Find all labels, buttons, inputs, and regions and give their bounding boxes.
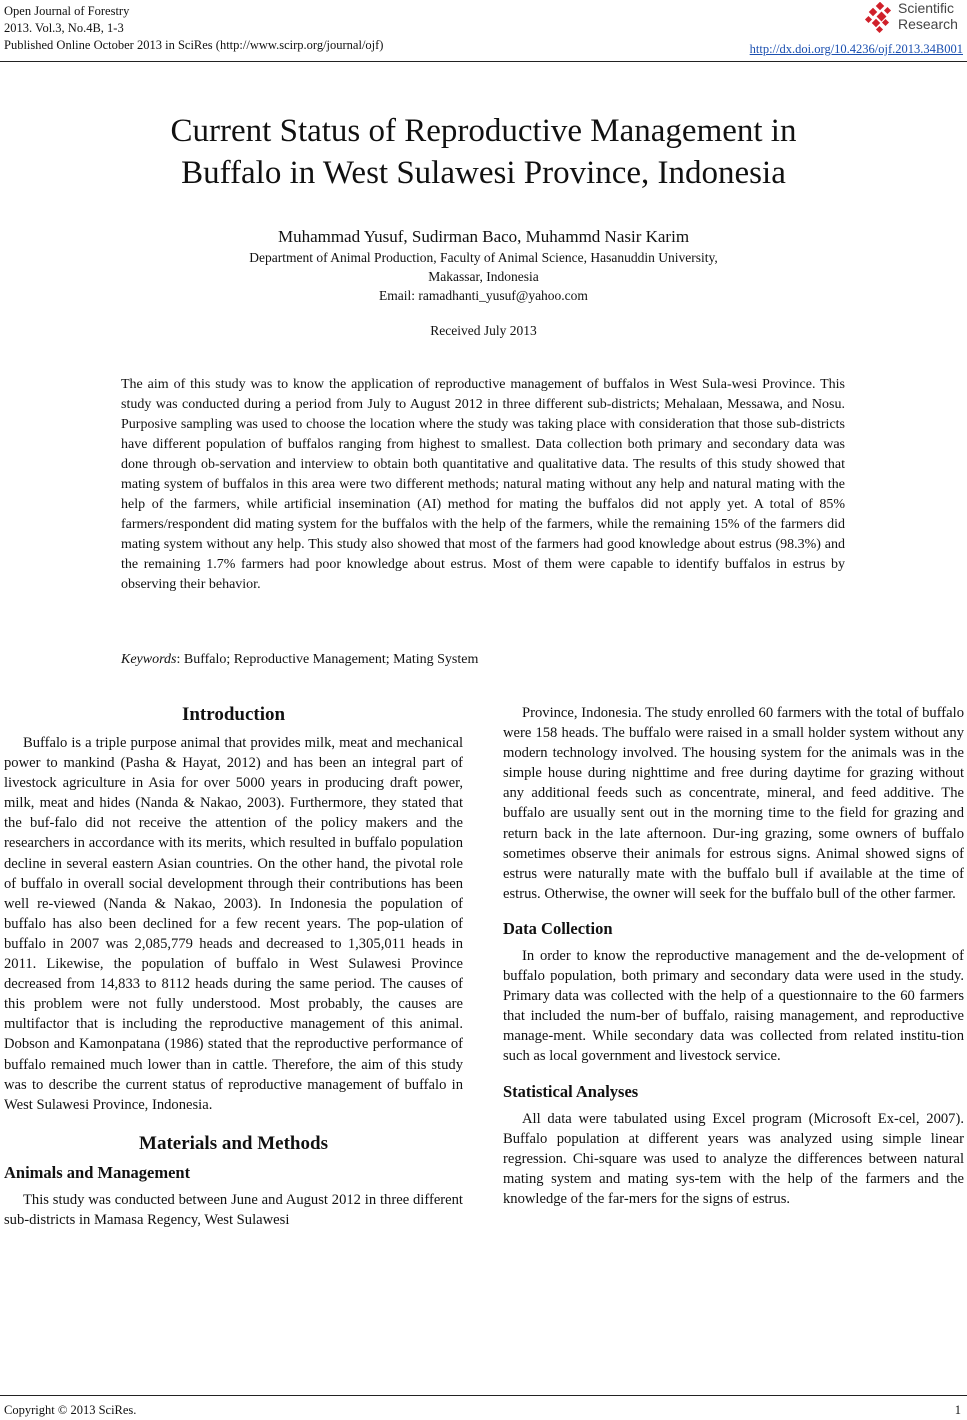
keywords-label: Keywords: [121, 652, 177, 667]
author-list: Muhammad Yusuf, Sudirman Baco, Muhammd Nasir Karim: [277, 227, 690, 246]
statistical-analyses-heading: Statistical Analyses: [503, 1081, 639, 1101]
publication-info: Published Online October 2013 in SciRes (http://www.scirp.org/journal/ojf): [4, 38, 384, 52]
journal-name: Open Journal of Forestry: [4, 4, 130, 18]
header-divider: [0, 61, 967, 62]
animals-heading: Animals and Management: [4, 1162, 191, 1182]
statistical-analyses-text: All data were tabulated using Excel program (Microsoft Ex-cel, 2007). Buffalo population at different years was analyzed using simple linear regression. Chi-square was used to analyze the differences between natural mating system and mating sys-tem with the help of the farmers and the knowledge of the far-mers for the signs of estrus.: [503, 1110, 964, 1207]
doi-container: [750, 41, 963, 58]
publisher-logo: [863, 0, 963, 36]
keywords-list: : Buffalo; Reproductive Management; Mating System: [176, 652, 479, 667]
doi-link[interactable]: http://dx.doi.org/10.4236/ojf.2013.34B001: [749, 42, 963, 56]
data-collection-heading: Data Collection: [503, 918, 613, 938]
right-column: [503, 703, 964, 1209]
journal-volume: 2013. Vol.3, No.4B, 1-3: [4, 21, 124, 35]
left-column: [4, 703, 463, 1230]
footer-divider: [0, 1395, 967, 1396]
journal-header: [4, 3, 624, 54]
page-number: 1: [954, 1403, 961, 1417]
data-collection-text: In order to know the reproductive management and the de-velopment of buffalo population, both primary and secondary data were used in the study. Primary data was collected with the help of a questionnaire to the 60 farmers that included the num-ber of buffalo, raising management, and reproductive manage-ment. While secondary data was collected from related institu-tion such as local government and livestock service.: [503, 947, 964, 1065]
introduction-text: Buffalo is a triple purpose animal that provides milk, meat and mechanical power to mankind (Pasha & Hayat, 2012) and has been an integral part of livestock agriculture in Asia for over 5000 years in producing draft power, milk, meat and hides (Nanda & Nakao, 2003). Furthermore, they stated that the buf-falo did not receive the attention of the policy makers and the researchers in accordance with its merits, which resulted in buffalo population decline in several eastern Asian countries. On the other hand, the pivotal role of buffalo in overall social development through their contributions has been well re-viewed (Nanda & Nakao, 2003). In Indonesia the population of buffalo has also been declined for a few recent years. The pop-ulation of buffalo in 2007 was 2,085,779 heads and decreased to 1,305,011 heads in 2011. Likewise, the population of buffalo in West Sulawesi Province decreased from 14,833 to 8112 heads during the same period. The causes of this problem were not fully understood. Most probably, the causes are multifactor that is including the reproductive management of this animal. Dobson and Kamonpatana (1986) stated that the reproductive performance of buffalo remained much lower than in cattle. Therefore, the aim of this study was to describe the current status of reproductive management of buffalo in West Sulawesi Province, Indonesia.: [4, 735, 463, 1113]
logo-text: Scientific Research: [898, 0, 958, 32]
copyright: Copyright © 2013 SciRes.: [4, 1403, 137, 1417]
methods-heading: Materials and Methods: [139, 1132, 328, 1154]
animals-text: This study was conducted between June and August 2012 in three different sub-districts in Mamasa Regency, West Sulawesi: [4, 1191, 463, 1228]
paper-title: Current Status of Reproductive Management in Buffalo in West Sulawesi Province, Indonesia: [170, 113, 797, 191]
introduction-heading: Introduction: [181, 704, 286, 725]
keywords: [121, 650, 845, 670]
author-email: Email: ramadhanti_yusuf@yahoo.com: [379, 288, 588, 303]
animals-text-continued: Province, Indonesia. The study enrolled 60 farmers with the total of buffalo were 158 heads. The buffalo were raised in a small holder system without any modern technology involved. The housing system for the animals was in the simple house during nighttime and free during daytime for grazing without any additional feeds such as concentrate, mineral, and feed additive. The buffalo are usually sent out in the morning time to the field for grazing and return back in the late afternoon. Dur-ing grazing, some owners of buffalo sometimes observe their animals for estrous signs. Animal showed signs of estrus were naturally mate with the buffalo bull if available at the time of estrus. Otherwise, the owner will seek for the buffalo bull of the other farmer.: [503, 705, 964, 902]
scientific-research-logo-icon: [863, 2, 897, 34]
abstract: The aim of this study was to know the application of reproductive management of buffalos in West Sula-wesi Province. This study was conducted during a period from July to August 2012 in three different sub-districts; Mehalaan, Messawa, and Nosu. Purposive sampling was used to choose the location where the study was taking place with consideration that those sub-districts have different population of buffalos ranging from highest to smallest. Data collection both primary and secondary data was done through ob-servation and interview to obtain both quantitative and qualitative data. The results of this study showed that mating system of buffalos in this area were two different methods; natural mating without any help and natural mating with the help of the farmers, while artificial insemination (AI) method for mating the buffalos did not apply yet. A total of 85% farmers/respondent did mating system for the buffalos with the help of the farmers, while the remaining 15% of the farmers did mating system without any help. This study also showed that most of the farmers had good knowledge about estrus (98.3%) and the remaining 1.7% farmers had poor knowledge about estrus. Most of them were capable to identify buffalos in estrus by observing their behavior.: [121, 377, 845, 592]
affiliation: Department of Animal Production, Faculty of Animal Science, Hasanuddin University, Makassar, Indonesia Email: ramadhanti_yusuf@yahoo.com: [0, 248, 967, 305]
received-date: Received July 2013: [430, 323, 537, 338]
